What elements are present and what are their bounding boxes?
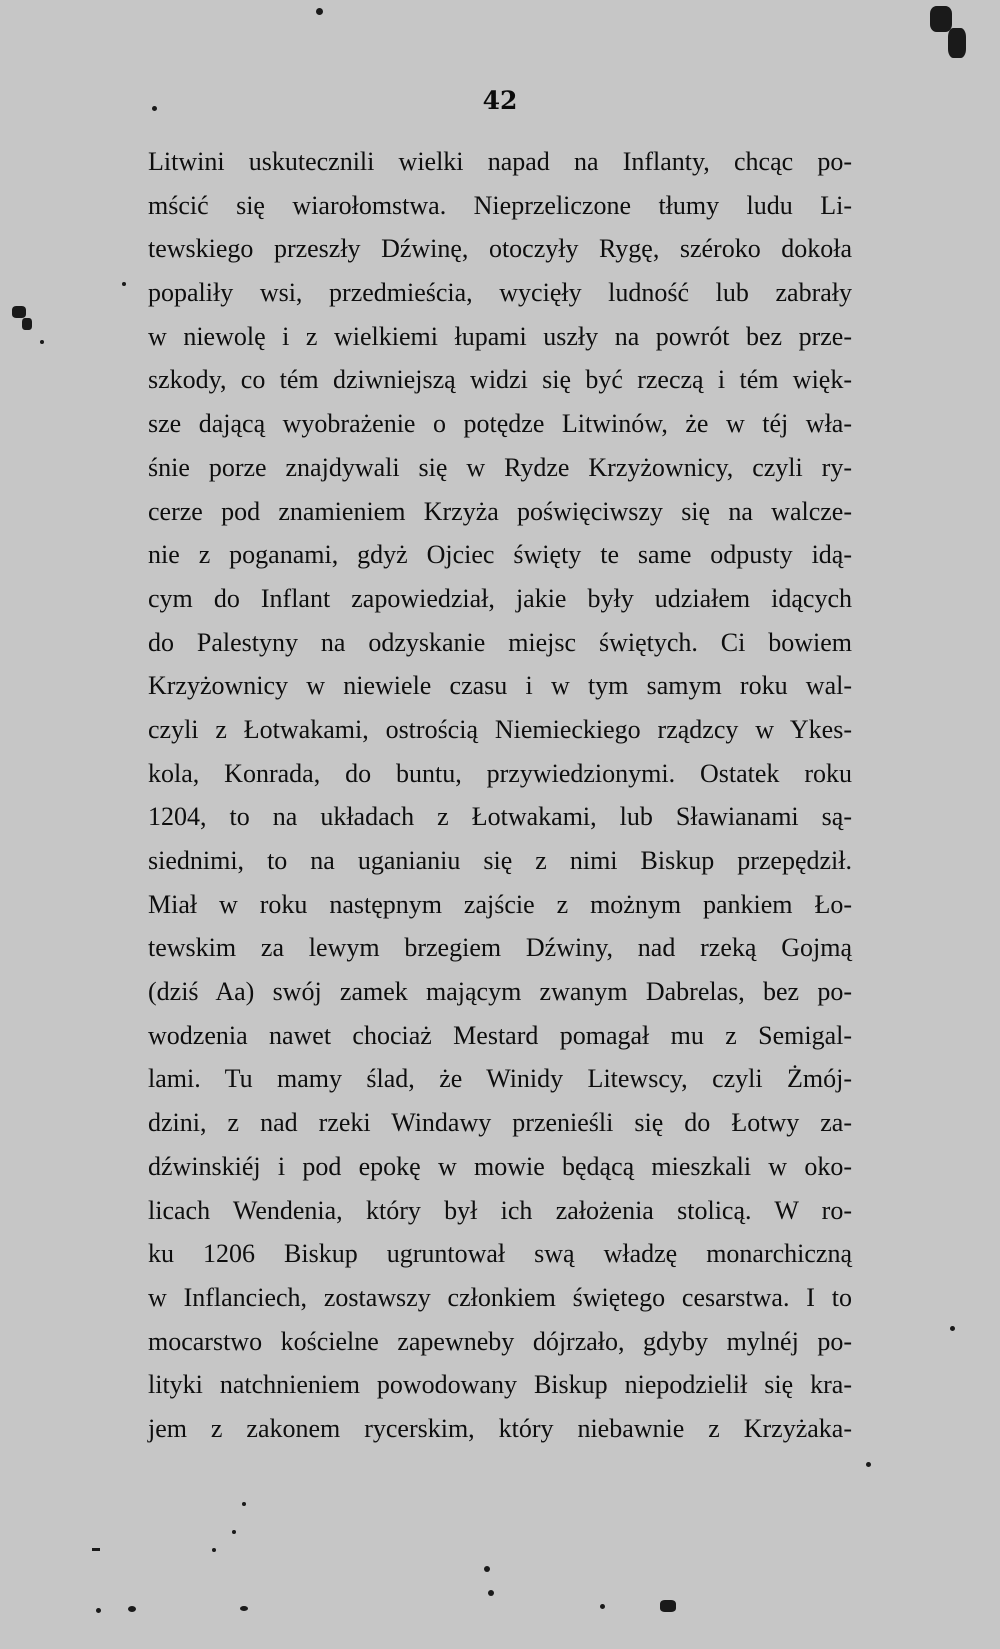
text-line: cym do Inflant zapowiedział, jakie były udziałem idących <box>148 583 852 613</box>
scan-speck <box>488 1590 494 1596</box>
scan-speck <box>930 6 952 32</box>
text-line: ku 1206 Biskup ugruntował swą władzę monarchiczną <box>148 1239 852 1269</box>
scan-speck <box>212 1548 216 1552</box>
text-line: Krzyżownicy w niewiele czasu i w tym samym roku wal- <box>148 671 852 701</box>
text-line: popaliły wsi, przedmieścia, wycięły ludność lub zabrały <box>148 278 852 308</box>
scan-speck <box>600 1604 605 1609</box>
text-line: do Palestyny na odzyskanie miejsc świętych. Ci bowiem <box>148 627 852 657</box>
scan-speck <box>242 1502 246 1506</box>
text-line: sze dającą wyobrażenie o potędze Litwinów, że w téj wła- <box>148 409 852 439</box>
scan-speck <box>96 1608 101 1613</box>
body-text <box>148 140 852 1451</box>
page-number: 42 <box>482 86 518 115</box>
text-line: lami. Tu mamy ślad, że Winidy Litewscy, czyli Żmój- <box>148 1064 852 1094</box>
text-line: czyli z Łotwakami, ostrością Niemieckiego rządzcy w Ykes- <box>148 714 852 744</box>
scan-speck <box>948 28 966 58</box>
scan-speck <box>152 106 157 111</box>
text-line: wodzenia nawet chociaż Mestard pomagał mu z Semigal- <box>148 1020 852 1050</box>
text-line: (dziś Aa) swój zamek mającym zwanym Dabrelas, bez po- <box>148 977 852 1007</box>
scan-speck <box>240 1606 248 1611</box>
text-line: śnie porze znajdywali się w Rydze Krzyżownicy, czyli ry- <box>148 452 852 482</box>
scan-speck <box>866 1462 871 1467</box>
scan-speck <box>316 8 323 15</box>
text-line: dzini, z nad rzeki Windawy przenieśli się do Łotwy za- <box>148 1108 852 1138</box>
scan-speck <box>660 1600 676 1612</box>
text-line: szkody, co tém dziwniejszą widzi się być rzeczą i tém więk- <box>148 365 852 395</box>
scan-speck <box>128 1606 136 1612</box>
text-line: w Inflanciech, zostawszy członkiem świętego cesarstwa. I to <box>148 1282 852 1312</box>
text-line: siednimi, to na uganianiu się z nimi Biskup przepędził. <box>148 846 852 875</box>
scan-speck <box>232 1530 236 1534</box>
scan-speck <box>950 1326 955 1331</box>
text-line: mocarstwo kościelne zapewneby dójrzało, gdyby mylnéj po- <box>148 1326 852 1356</box>
scan-speck <box>40 340 44 344</box>
scan-speck <box>122 282 126 286</box>
text-line: jem z zakonem rycerskim, który niebawnie z Krzyżaka- <box>148 1413 852 1443</box>
scan-speck <box>484 1566 490 1572</box>
text-line: w niewolę i z wielkiemi łupami uszły na powrót bez prze- <box>148 321 852 351</box>
text-line: tewskiego przeszły Dźwinę, otoczyły Rygę, széroko dokoła <box>148 234 852 264</box>
text-line: mścić się wiarołomstwa. Nieprzeliczone tłumy ludu Li- <box>148 190 852 220</box>
text-line: lityki natchnieniem powodowany Biskup niepodzielił się kra- <box>148 1370 852 1400</box>
text-line: cerze pod znamieniem Krzyża poświęciwszy się na walcze- <box>148 496 852 526</box>
scan-speck <box>12 306 26 318</box>
text-line: nie z poganami, gdyż Ojciec święty te same odpusty idą- <box>148 540 852 570</box>
scan-speck <box>22 318 32 330</box>
text-line: Litwini uskutecznili wielki napad na Inflanty, chcąc po- <box>148 147 852 176</box>
text-line: Miał w roku następnym zajście z możnym pankiem Ło- <box>148 889 852 919</box>
text-line: tewskim za lewym brzegiem Dźwiny, nad rzeką Gojmą <box>148 933 852 963</box>
text-line: dźwinskiéj i pod epokę w mowie będącą mieszkali w oko- <box>148 1151 852 1181</box>
text-line: licach Wendenia, który był ich założenia stolicą. W ro- <box>148 1195 852 1225</box>
scan-speck <box>92 1548 100 1551</box>
text-line: kola, Konrada, do buntu, przywiedzionymi. Ostatek roku <box>148 758 852 788</box>
text-line: 1204, to na układach z Łotwakami, lub Sławianami są- <box>148 802 852 832</box>
